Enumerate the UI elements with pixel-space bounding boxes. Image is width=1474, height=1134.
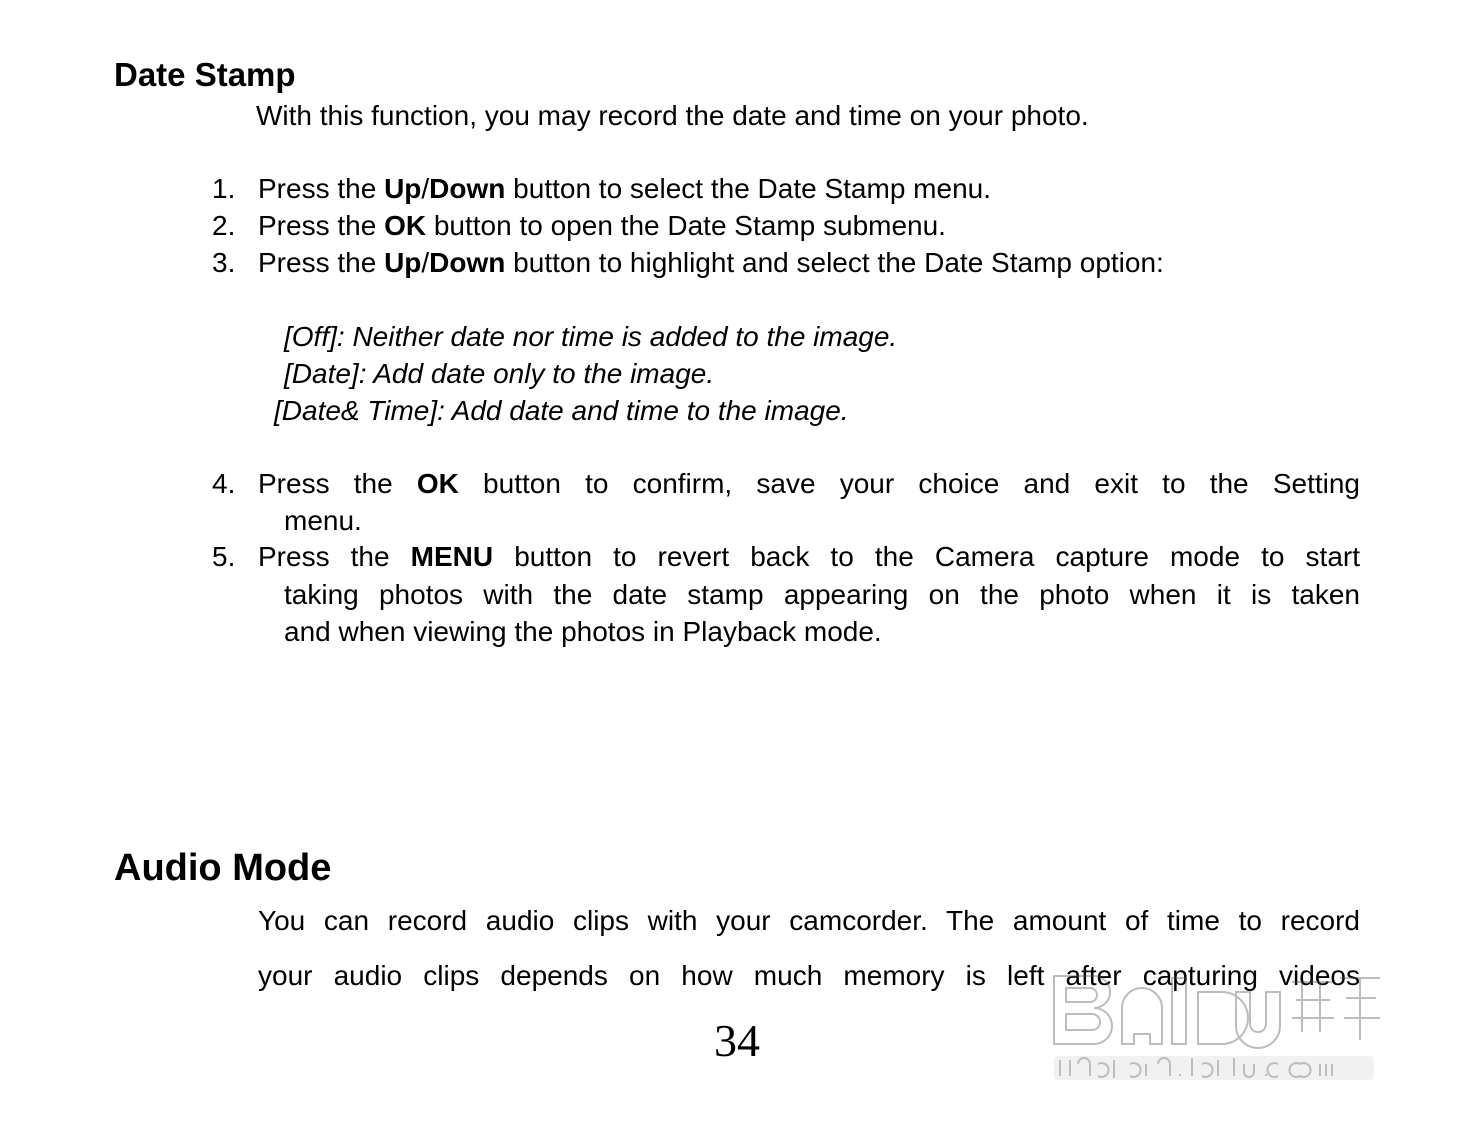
- step-5-text-line3: and when viewing the photos in Playback mode.: [284, 616, 882, 647]
- key-down: Down: [429, 247, 506, 278]
- key-up: Up: [384, 247, 422, 278]
- step-number: 5.: [212, 541, 236, 572]
- step-number: 1.: [212, 173, 236, 204]
- step-2-text: Press the OK button to open the Date Stamp submenu.: [258, 210, 946, 241]
- step-4-text-line2: menu.: [284, 505, 362, 536]
- key-ok: OK: [384, 210, 427, 241]
- audio-mode-line1: You can record audio clips with your camcorder. The amount of time to record: [258, 905, 1360, 936]
- key-menu: MENU: [410, 541, 494, 572]
- step-number: 2.: [212, 210, 236, 241]
- section-title-date-stamp: Date Stamp: [114, 56, 296, 93]
- key-ok: OK: [416, 468, 459, 499]
- step-5-text-line1: Press the MENU button to revert back to the Camera capture mode to start: [258, 541, 1360, 572]
- step-number: 4.: [212, 468, 236, 499]
- key-down: Down: [429, 173, 506, 204]
- step-number: 3.: [212, 247, 236, 278]
- step-5-text-line2: taking photos with the date stamp appearing on the photo when it is taken: [284, 579, 1360, 610]
- option-date-time: [Date& Time]: Add date and time to the image.: [274, 395, 849, 426]
- date-stamp-intro: With this function, you may record the date and time on your photo.: [256, 100, 1089, 131]
- section-title-audio-mode: Audio Mode: [114, 847, 332, 889]
- step-1-text: Press the Up/Down button to select the Date Stamp menu.: [258, 173, 992, 204]
- audio-mode-line2: your audio clips depends on how much memory is left after capturing videos: [258, 960, 1360, 991]
- option-date: [Date]: Add date only to the image.: [284, 358, 715, 389]
- page-number: 34: [714, 1015, 760, 1066]
- step-4-text-line1: Press the OK button to confirm, save your choice and exit to the Setting: [258, 468, 1360, 499]
- step-3-text: Press the Up/Down button to highlight and select the Date Stamp option:: [258, 247, 1164, 278]
- key-up: Up: [384, 173, 422, 204]
- baidu-watermark-logo: [1040, 948, 1390, 1088]
- option-off: [Off]: Neither date nor time is added to the image.: [284, 321, 898, 352]
